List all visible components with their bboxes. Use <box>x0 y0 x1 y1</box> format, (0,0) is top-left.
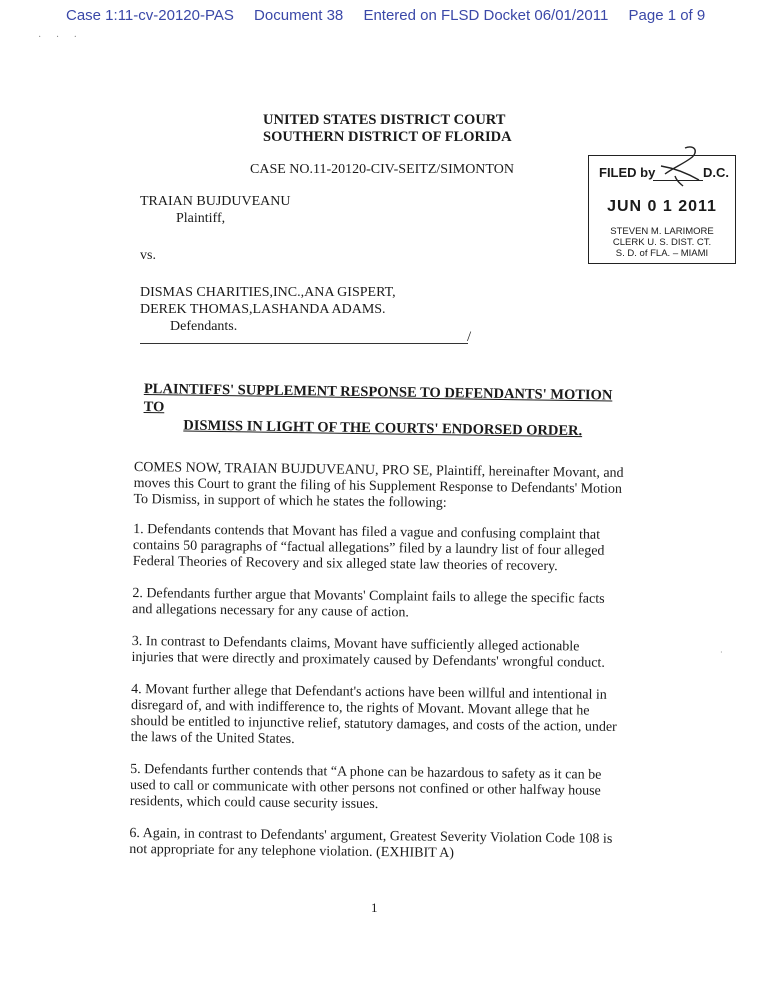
plaintiff-role: Plaintiff, <box>176 211 226 226</box>
document-title <box>143 380 624 441</box>
defendants-role: Defendants. <box>170 319 238 334</box>
clerk-initials-signature-icon <box>655 142 703 188</box>
scan-specks: · · · <box>38 32 83 43</box>
title-line1: PLAINTIFFS' SUPPLEMENT RESPONSE TO DEFENDANTS' MOTION TO <box>143 380 613 416</box>
paragraph-1: 1. Defendants contends that Movant has filed a vague and confusing complaint that contains 50 paragraphs of “factual allegations” filed by a laundry list of four alleged Federal Theories of Recovery and six alleged state law theories of recovery. <box>132 521 605 575</box>
paragraph-3: 3. In contrast to Defendants claims, Movant have sufficiently alleged actionable injuries that were directly and proximately caused by Defendants' wrongful conduct. <box>131 633 605 671</box>
clerk-block <box>589 226 735 259</box>
plaintiff-name: TRAIAN BUJDUVEANU <box>140 194 291 209</box>
paragraph-4: 4. Movant further allege that Defendant's actions have been willful and intentional in disregard of, and with indifference to, the rights of Movant. Movant allege that he should be entitled to injunctive relief, statutory damages, and costs of the action, under the laws of the United States. <box>130 681 617 747</box>
defendants-line1: DISMAS CHARITIES,INC.,ANA GISPERT, <box>140 285 396 300</box>
court-name-line1: UNITED STATES DISTRICT COURT <box>263 112 506 128</box>
paragraph-5: 5. Defendants further contends that “A phone can be hazardous to safety as it can be used to call or communicate with other persons not confined or other halfway house residents, which could cause security issues. <box>129 761 602 813</box>
paragraph-2: 2. Defendants further argue that Movants' Complaint fails to allege the specific facts and allegations necessary for any cause of action. <box>132 585 605 621</box>
clerk-name: STEVEN M. LARIMORE <box>610 226 714 237</box>
case-parties <box>140 193 396 335</box>
defendants-line2: DEREK THOMAS,LASHANDA ADAMS. <box>140 302 386 317</box>
versus-label: vs. <box>140 248 156 263</box>
filed-date: JUN 0 1 2011 <box>607 198 717 215</box>
header-entered-date: Entered on FLSD Docket 06/01/2011 <box>363 7 609 24</box>
document-body <box>129 460 624 880</box>
scan-speck: · <box>720 648 723 657</box>
paragraph-intro: COMES NOW, TRAIAN BUJDUVEANU, PRO SE, Plaintiff, hereinafter Movant, and moves this Court to grant the filing of his Supplement Response to Defendants' Motion To Dismiss, in support of which he states the following: <box>133 460 624 511</box>
court-heading <box>263 112 512 146</box>
header-page-count: Page 1 of 9 <box>628 7 706 24</box>
case-number: CASE NO.11-20120-CIV-SEITZ/SIMONTON <box>250 162 514 177</box>
clerk-title: CLERK U. S. DIST. CT. <box>612 237 712 248</box>
dc-label: D.C. <box>703 165 729 180</box>
filed-by-label: FILED by <box>599 165 656 180</box>
court-name-line2: SOUTHERN DISTRICT OF FLORIDA <box>263 129 512 145</box>
docket-header <box>66 7 721 24</box>
page-number: 1 <box>371 900 378 915</box>
filed-stamp <box>588 155 736 264</box>
title-line2: DISMISS IN LIGHT OF THE COURTS' ENDORSED ORDER. <box>183 417 583 440</box>
clerk-district: S. D. of FLA. – MIAMI <box>615 248 709 259</box>
header-document-number: Document 38 <box>254 7 344 24</box>
paragraph-6: 6. Again, in contrast to Defendants' argument, Greatest Severity Violation Code 108 is not appropriate for any telephone violation. (EXHIBIT A) <box>129 825 613 861</box>
header-case-number: Case 1:11-cv-20120-PAS <box>66 7 234 24</box>
caption-slash: / <box>467 329 472 345</box>
caption-rule <box>140 343 468 344</box>
